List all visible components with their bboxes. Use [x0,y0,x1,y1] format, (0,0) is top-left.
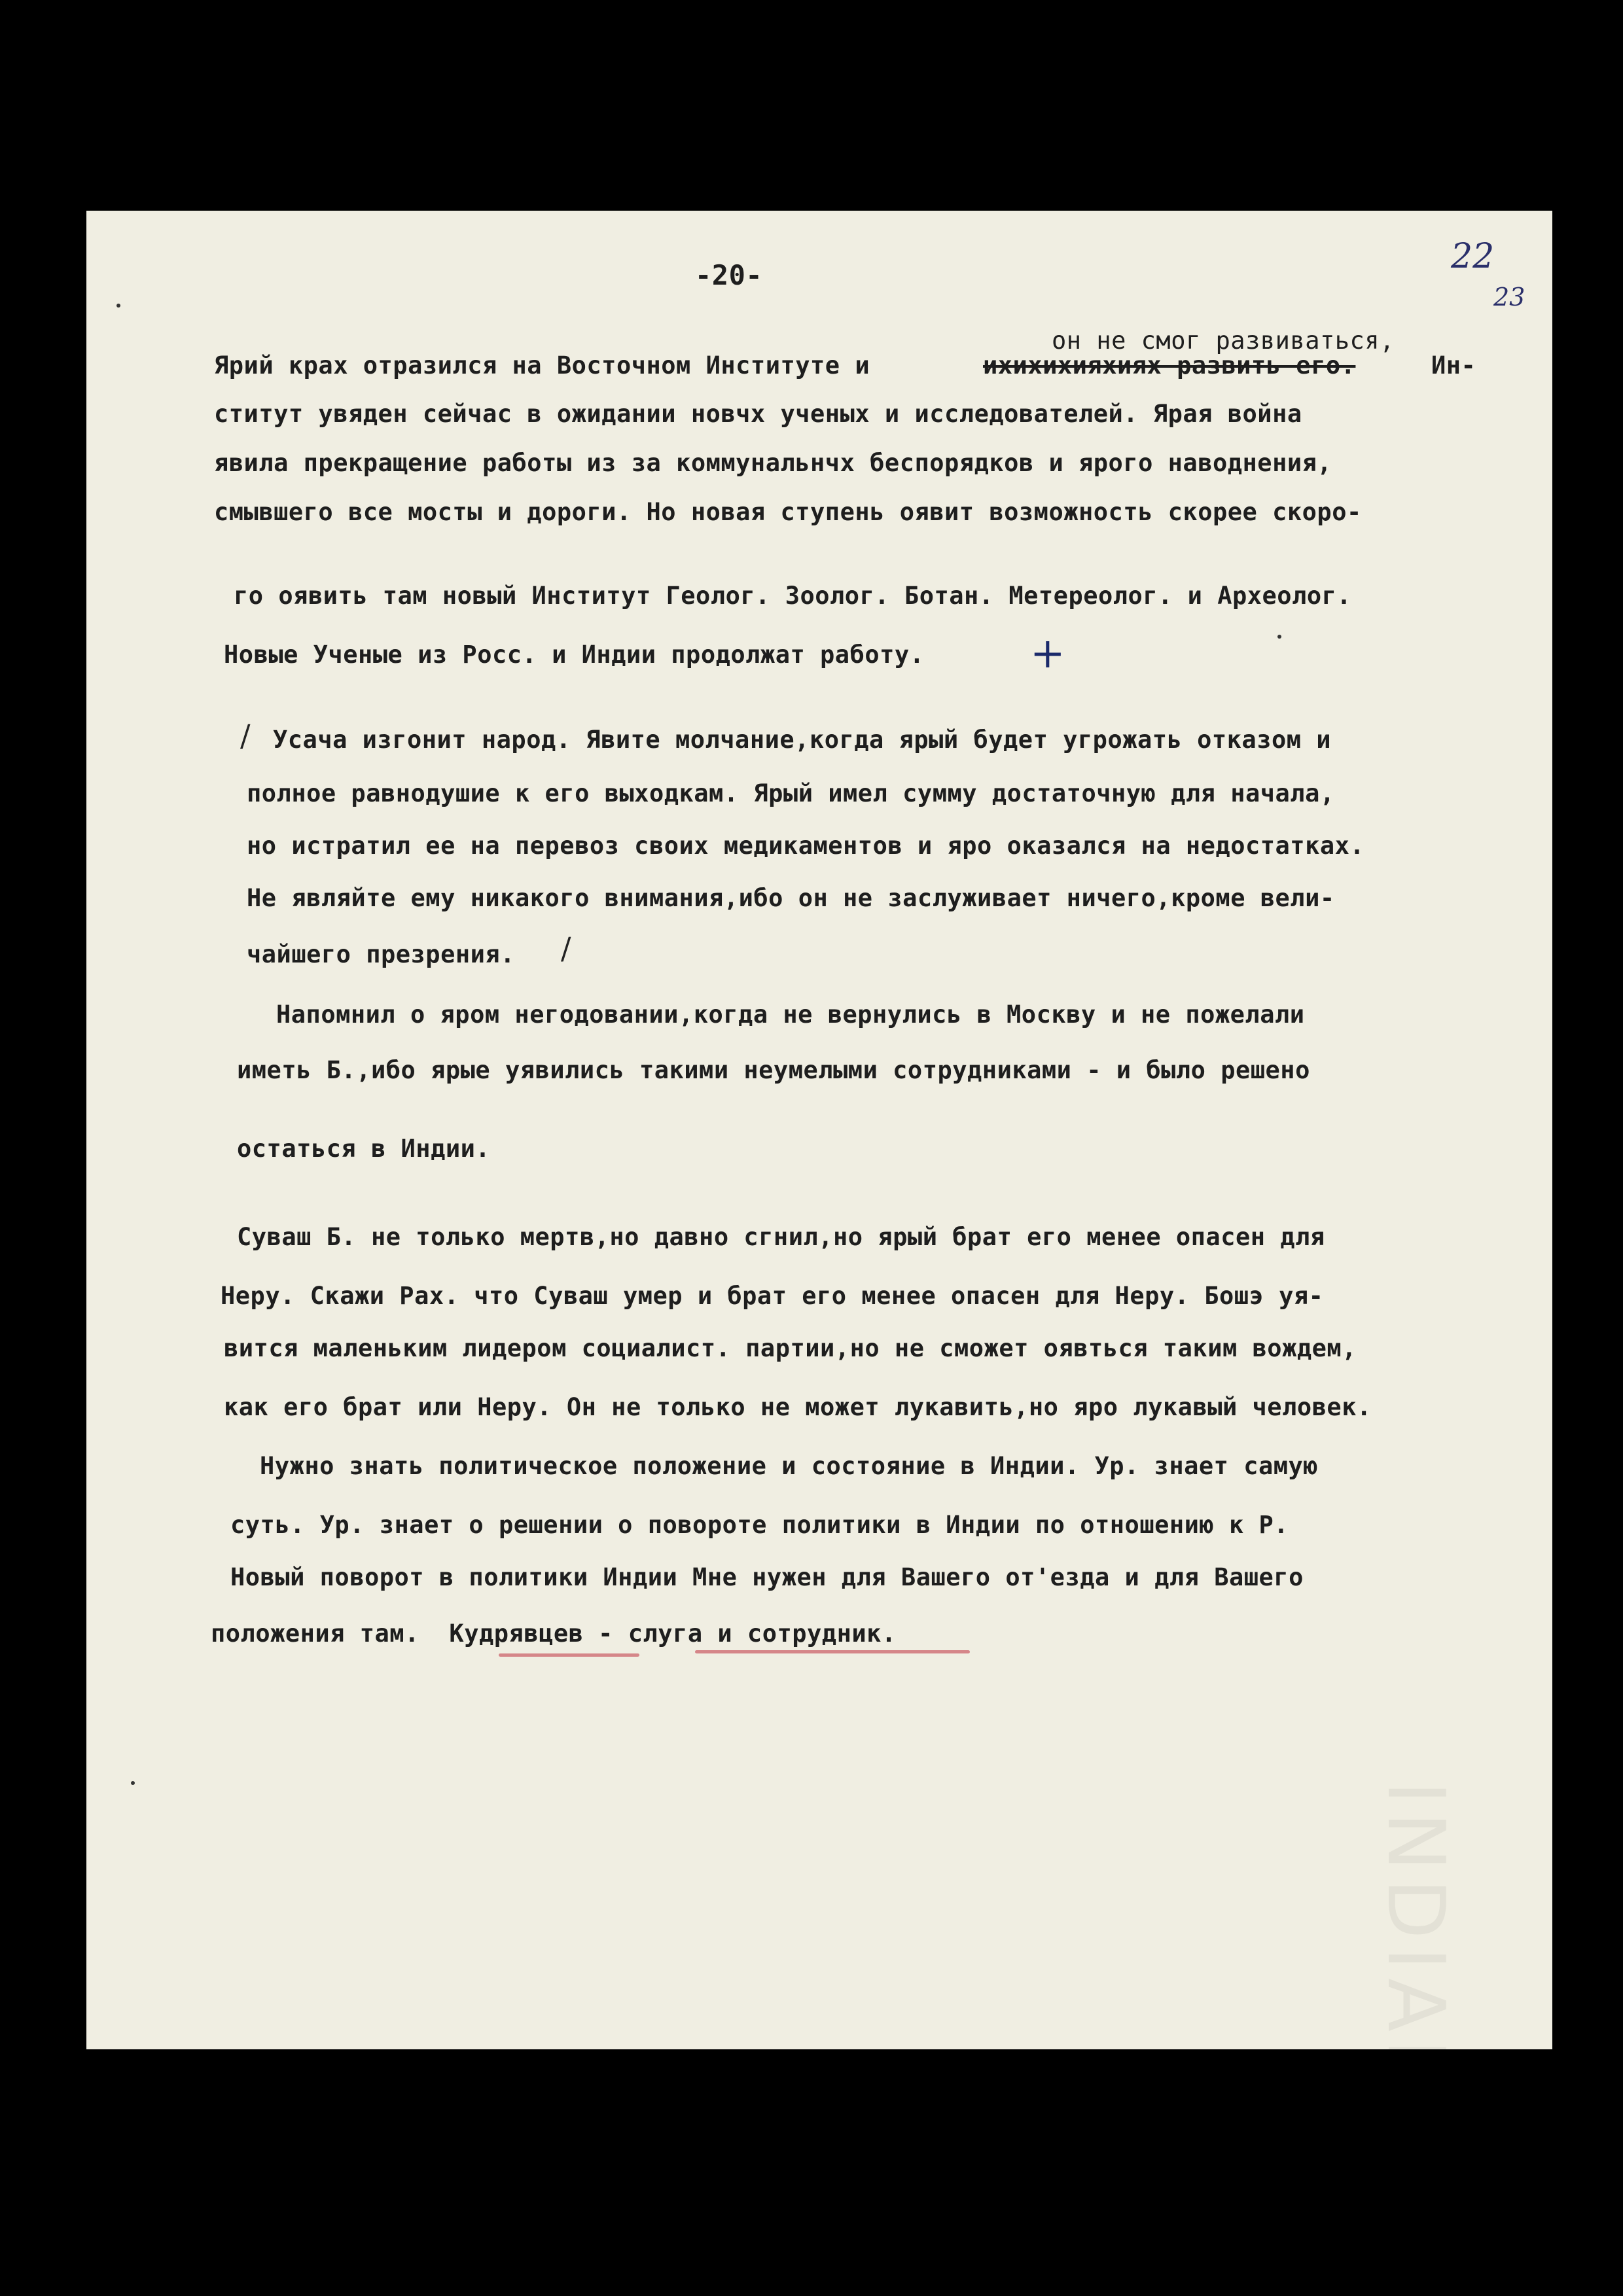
p4-line7: Новый поворот в политики Индии Мне нужен для Вашего от'езда и для Вашего [230,1563,1304,1591]
p2-line5: чайшего презрения. [247,940,515,968]
p2-line3: но истратил ее на перевоз своих медикаментов и яро оказался на недостатках. [247,832,1365,860]
p4-line5: Нужно знать политическое положение и состояние в Индии. Ур. знает самую [260,1452,1319,1480]
p1-line1: Ярий крах отразился на Восточном Институте и [214,351,870,380]
p1-line4: смывшего все мосты и дороги. Но новая ступень оявит возможность скорее скоро- [214,498,1362,526]
watermark: INDIANE [1370,1781,1461,2164]
slash-mark-open: / [240,718,251,753]
p3-line3: остаться в Индии. [237,1135,491,1163]
plus-mark: + [1030,629,1065,678]
p4-line1: Суваш Б. не только мертв,но давно сгнил,но ярый брат его менее опасен для [237,1223,1325,1251]
p3-line2: иметь Б.,ибо ярые уявились такими неумелыми сотрудниками - и было решено [237,1056,1310,1084]
p1-line2: ститут увяден сейчас в ожидании новчх ученых и исследователей. Ярая война [214,400,1302,428]
p2-line4: Не являйте ему никакого внимания,ибо он не заслуживает ничего,кроме вели- [247,884,1335,912]
p1-line5: го оявить там новый Институт Геолог. Зоолог. Ботан. Метереолог. и Археолог. [234,582,1352,610]
p4-line4: как его брат или Неру. Он не только не может лукавить,но яро лукавый человек. [224,1393,1372,1421]
p1-line6: Новые Ученые из Росс. и Индии продолжат работу. [224,641,925,669]
red-underline-role [695,1650,970,1653]
p1-line1-strikeout: ихихихияхиях развить его. [983,351,1356,380]
p4-line6: суть. Ур. знает о решении о повороте политики в Индии по отношению к Р. [230,1511,1289,1539]
page-number: -20- [695,259,763,291]
p4-line2: Неру. Скажи Рах. что Суваш умер и брат его менее опасен для Неру. Бошэ уя- [221,1282,1324,1310]
archive-number-1: 22 [1451,237,1495,276]
p3-line1: Напомнил о яром негодовании,когда не вернулись в Москву и не пожелали [276,1000,1305,1029]
p4-line8: положения там. Кудрявцев - слуга и сотрудник. [211,1619,897,1648]
document-page [86,211,1552,2164]
insertion-above: он не смог развиваться, [1052,327,1395,355]
speck [1277,635,1281,639]
p4-line3: вится маленьким лидером социалист. партии,но не сможет оявться таким вождем, [224,1334,1357,1362]
p2-line2: полное равнодушие к его выходкам. Ярый имел сумму достаточную для начала, [247,779,1335,807]
p1-line1-tail: Ин- [1431,351,1476,380]
slash-mark-close: / [561,930,571,966]
speck [131,1781,135,1785]
p1-line3: явила прекращение работы из за коммунальнчх беспорядков и ярого наводнения, [214,449,1332,477]
red-underline-name [499,1653,639,1657]
archive-number-2: 23 [1493,283,1525,311]
speck [116,304,120,308]
p2-line1: Усача изгонит народ. Явите молчание,когда ярый будет угрожать отказом и [273,726,1332,754]
